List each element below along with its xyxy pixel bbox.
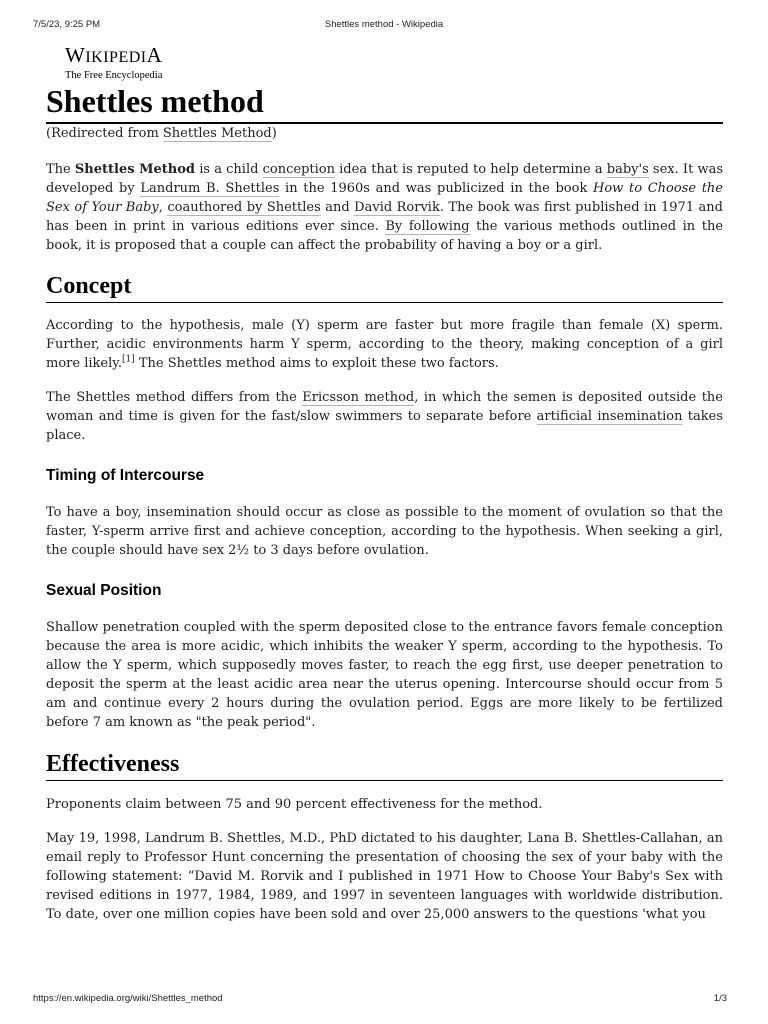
effectiveness-paragraph-2: May 19, 1998, Landrum B. Shettles, M.D., PhD dictated to his daughter, Lana B. Shettles-Callahan, an email reply to Professor Hunt concerning the presentation of choosing the sex of your baby with the following statement: “David M. Rorvik and I published in 1971 How to Choose Your Baby's Sex with revised editions in 1977, 1984, 1989, and 1997 in seventeen languages with worldwide distribution. To date, over one million copies have been sold and over 25,000 answers to the questions 'what you — [46, 831, 723, 922]
intro-text: , — [158, 200, 168, 215]
link-artificial-insemination[interactable]: artificial insemination — [536, 409, 683, 424]
redirect-suffix: ) — [271, 126, 277, 141]
article-content — [46, 82, 723, 924]
concept-text: , in which the semen is deposited outside the woman and time is given for the fast/slow swimmers to separate before — [46, 390, 723, 424]
link-babys[interactable]: baby's — [606, 162, 649, 177]
concept-paragraph-1 — [46, 316, 723, 373]
concept-paragraph-2 — [46, 388, 723, 445]
concept-text: According to the hypothesis, male (Y) sperm are faster but more fragile than female (X) sperm. Further, acidic environments harm Y sperm, according to the theory, making conception of a girl more likely. — [46, 318, 723, 371]
wikipedia-wordmark — [65, 44, 162, 69]
link-david-rorvik[interactable]: David Rorvik — [354, 200, 440, 215]
wikipedia-logo[interactable] — [65, 44, 162, 82]
link-coauthored[interactable]: coauthored by Shettles — [167, 200, 321, 215]
wordmark-ikipedi: IKIPEDI — [85, 49, 147, 66]
timing-paragraph: To have a boy, insemination should occur as close as possible to the moment of ovulation so that the faster, Y-sperm arrive first and achieve conception, according to the hypothesis. When seeking a girl, the couple should have sex 2½ to 3 days before ovulation. — [46, 505, 723, 558]
link-by-following[interactable]: By following — [385, 219, 470, 234]
intro-text: and — [320, 200, 355, 215]
position-paragraph: Shallow penetration coupled with the sperm deposited close to the entrance favors female conception because the area is more acidic, which inhibits the weaker Y sperm, according to the hypothesis. To allow the Y sperm, which supposedly moves faster, to reach the egg first, use deeper penetration to deposit the sperm at the least acidic area near the uterus opening. Intercourse should occur from 5 am and continue every 2 hours during the ovulation period. Eggs are more likely to be fertilized before 7 am known as "the peak period". — [46, 620, 723, 730]
print-page-number: 1/3 — [713, 993, 727, 1004]
wikipedia-tagline: The Free Encyclopedia — [65, 70, 163, 81]
intro-paragraph — [46, 160, 723, 255]
intro-text: idea that is reputed to help determine a — [334, 162, 607, 177]
print-footer — [33, 993, 735, 1007]
heading-timing-of-intercourse: Timing of Intercourse — [46, 467, 205, 484]
redirect-notice — [46, 125, 723, 143]
heading-effectiveness: Effectiveness — [46, 750, 723, 781]
intro-text: sex. It was developed by — [46, 162, 724, 196]
redirect-link[interactable]: Shettles Method — [162, 126, 272, 141]
print-header — [33, 19, 735, 33]
intro-text: is a child — [195, 162, 263, 177]
heading-sexual-position: Sexual Position — [46, 582, 162, 599]
wordmark-w: W — [65, 43, 86, 67]
print-url: https://en.wikipedia.org/wiki/Shettles_method — [33, 993, 223, 1004]
intro-text: . The book was first published in 1971 and has been in print in various editions ever since. — [46, 200, 724, 234]
print-date: 7/5/23, 9:25 PM — [33, 19, 101, 30]
concept-text: The Shettles method differs from the — [46, 390, 303, 405]
intro-text: in the 1960s and was publicized in the book — [279, 181, 593, 196]
concept-text: takes place. — [46, 409, 723, 443]
link-ericsson-method[interactable]: Ericsson method — [302, 390, 415, 405]
book-title: How to Choose the Sex of Your Baby — [46, 181, 723, 215]
page-title: Shettles method — [46, 82, 723, 124]
wordmark-a: A — [146, 43, 163, 67]
reference-1-link[interactable]: [1] — [122, 354, 135, 365]
intro-text: The — [46, 162, 75, 177]
heading-concept: Concept — [46, 272, 723, 303]
concept-text: The Shettles method aims to exploit these two factors. — [134, 356, 499, 371]
effectiveness-paragraph-1: Proponents claim between 75 and 90 percent effectiveness for the method. — [46, 797, 543, 812]
intro-text: the various methods outlined in the book, it is proposed that a couple can affect the probability of having a boy or a girl. — [46, 219, 724, 253]
link-conception[interactable]: conception — [262, 162, 335, 177]
intro-bold-term: Shettles Method — [74, 162, 196, 177]
print-page-title: Shettles method - Wikipedia — [324, 19, 444, 30]
redirect-prefix: (Redirected from — [46, 126, 163, 141]
link-landrum-shettles[interactable]: Landrum B. Shettles — [140, 181, 280, 196]
